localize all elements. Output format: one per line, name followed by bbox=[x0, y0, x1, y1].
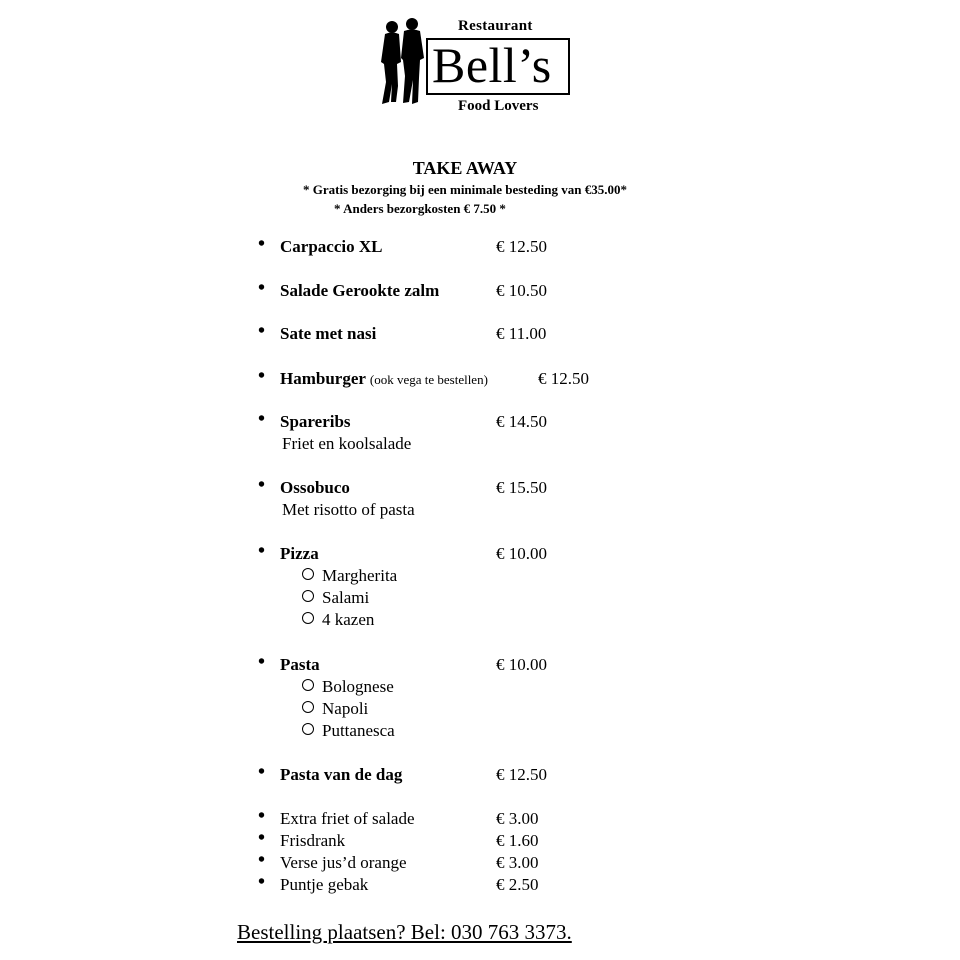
item-price: € 10.50 bbox=[496, 281, 547, 300]
circle-bullet-icon bbox=[302, 679, 314, 691]
bullet-icon: • bbox=[258, 540, 266, 562]
item-price: € 11.00 bbox=[496, 324, 547, 343]
logo-tagline: Food Lovers bbox=[458, 98, 539, 114]
item-name: Puntje gebak bbox=[280, 875, 369, 894]
bullet-icon: • bbox=[258, 651, 266, 673]
item-name: Verse jus’d orange bbox=[280, 853, 407, 872]
item-name: Salade Gerookte zalm bbox=[280, 281, 440, 300]
item-option: Salami bbox=[302, 588, 369, 608]
bullet-icon: • bbox=[258, 277, 266, 299]
item-name: Spareribs bbox=[280, 412, 351, 431]
bullet-icon: • bbox=[258, 805, 266, 827]
bullet-icon: • bbox=[258, 849, 266, 871]
item-price: € 2.50 bbox=[496, 875, 539, 894]
item-option: Margherita bbox=[302, 566, 397, 586]
circle-bullet-icon bbox=[302, 568, 314, 580]
bullet-icon: • bbox=[258, 871, 266, 893]
item-name: Hamburger bbox=[280, 369, 366, 388]
circle-bullet-icon bbox=[302, 612, 314, 624]
logo-top-word: Restaurant bbox=[458, 18, 533, 34]
page-title: TAKE AWAY bbox=[412, 158, 518, 178]
item-name: Pasta bbox=[280, 655, 320, 674]
item-price: € 12.50 bbox=[496, 237, 547, 256]
item-note: (ook vega te bestellen) bbox=[369, 372, 488, 387]
item-name: Pizza bbox=[280, 544, 319, 563]
circle-bullet-icon bbox=[302, 590, 314, 602]
circle-bullet-icon bbox=[302, 723, 314, 735]
couple-silhouette-icon bbox=[376, 18, 428, 108]
item-option: Puttanesca bbox=[302, 721, 395, 741]
item-name: Carpaccio XL bbox=[280, 237, 383, 256]
item-price: € 3.00 bbox=[496, 853, 539, 872]
delivery-cost-note: * Anders bezorgkosten € 7.50 * bbox=[334, 201, 506, 216]
bullet-icon: • bbox=[258, 827, 266, 849]
item-price: € 14.50 bbox=[496, 412, 547, 431]
order-phone-line: Bestelling plaatsen? Bel: 030 763 3373. bbox=[237, 920, 572, 944]
item-price: € 10.00 bbox=[496, 655, 547, 674]
item-name: Extra friet of salade bbox=[280, 809, 415, 828]
delivery-note: * Gratis bezorging bij een minimale besteding van €35.00* bbox=[303, 182, 627, 197]
item-name: Frisdrank bbox=[280, 831, 346, 850]
bullet-icon: • bbox=[258, 761, 266, 783]
bullet-icon: • bbox=[258, 365, 266, 387]
circle-bullet-icon bbox=[302, 701, 314, 713]
item-option: Napoli bbox=[302, 699, 368, 719]
bullet-icon: • bbox=[258, 474, 266, 496]
bullet-icon: • bbox=[258, 320, 266, 342]
bullet-icon: • bbox=[258, 233, 266, 255]
item-price: € 1.60 bbox=[496, 831, 539, 850]
item-price: € 15.50 bbox=[496, 478, 547, 497]
item-price: € 10.00 bbox=[496, 544, 547, 563]
item-name: Pasta van de dag bbox=[280, 765, 403, 784]
item-option: 4 kazen bbox=[302, 610, 374, 630]
logo-name: Bell’s bbox=[432, 37, 552, 93]
item-description: Met risotto of pasta bbox=[282, 500, 415, 519]
item-price: € 12.50 bbox=[538, 369, 589, 388]
item-option: Bolognese bbox=[302, 677, 394, 697]
bullet-icon: • bbox=[258, 408, 266, 430]
item-name: Ossobuco bbox=[280, 478, 350, 497]
item-price: € 3.00 bbox=[496, 809, 539, 828]
item-description: Friet en koolsalade bbox=[282, 434, 412, 453]
restaurant-logo bbox=[376, 18, 576, 118]
item-name: Sate met nasi bbox=[280, 324, 377, 343]
item-price: € 12.50 bbox=[496, 765, 547, 784]
